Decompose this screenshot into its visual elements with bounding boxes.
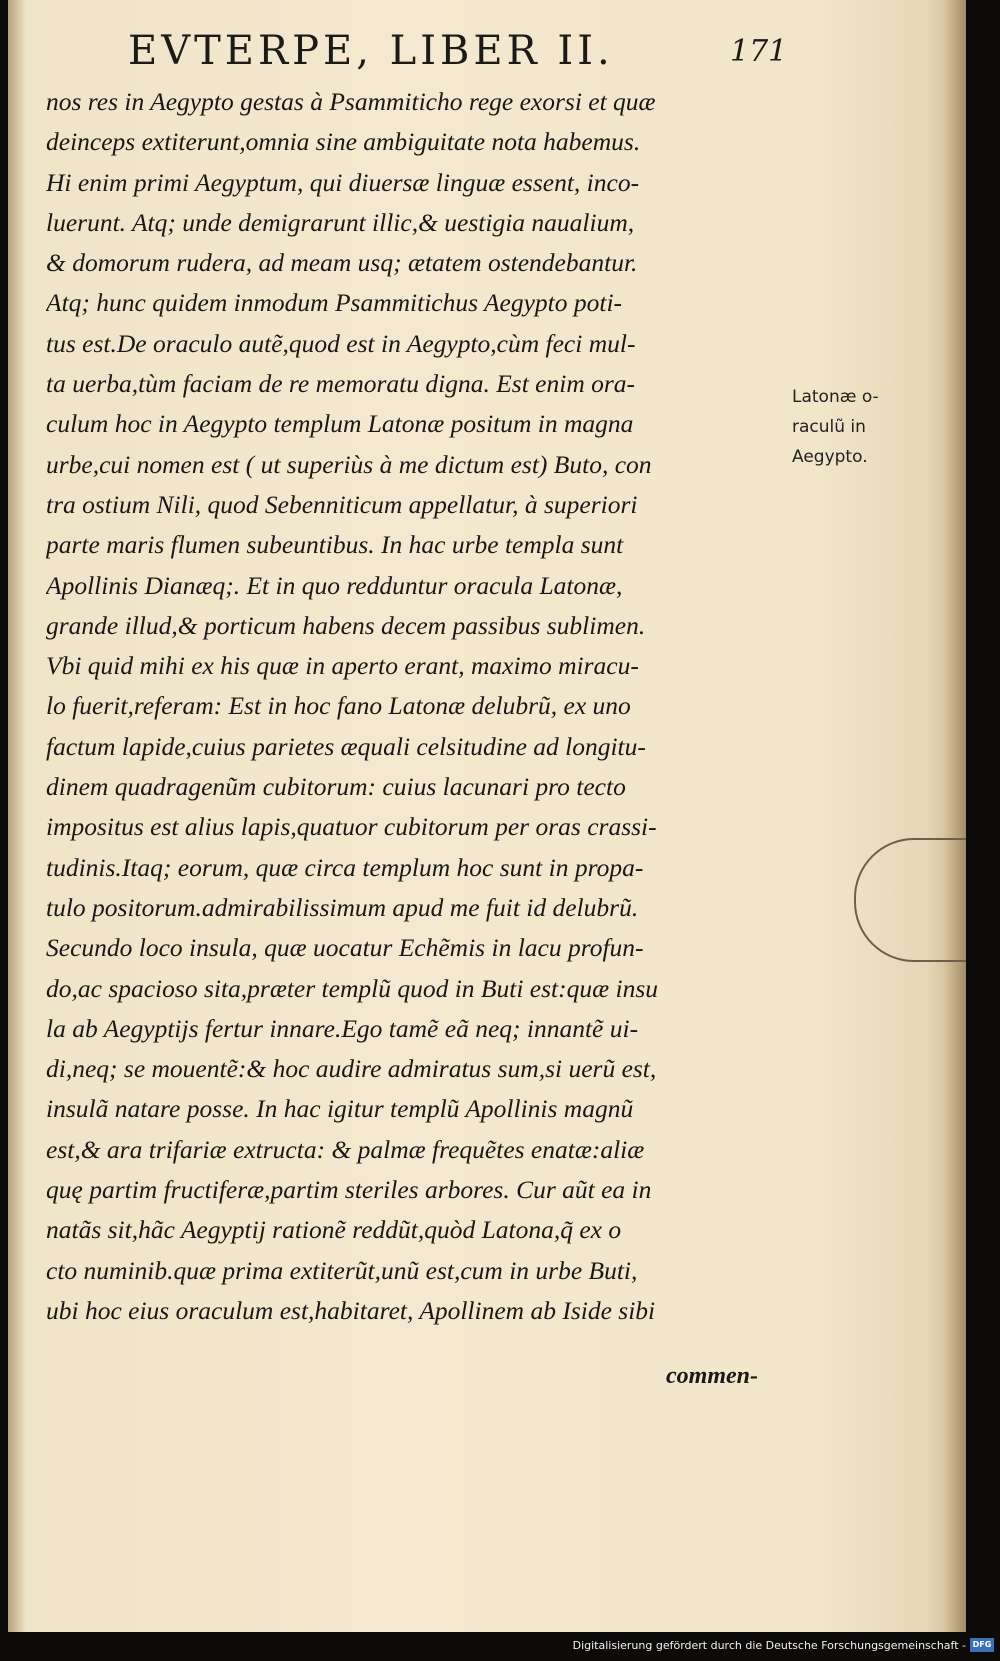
body-text	[46, 82, 786, 1331]
text-line: Secundo loco insula, quæ uocatur Echẽmis in lacu profun-	[46, 933, 644, 963]
text-line: tulo positorum.admirabilissimum apud me fuit id delubrũ.	[46, 892, 639, 922]
text-line: ubi hoc eius oraculum est,habitaret, Apollinem ab Iside sibi	[46, 1295, 656, 1325]
text-line: est,& ara trifariæ extructa: & palmæ frequẽtes enatæ:aliæ	[46, 1134, 645, 1164]
text-line: cto numinib.quæ prima extiterũt,unũ est,cum in urbe Buti,	[46, 1255, 638, 1285]
text-line: culum hoc in Aegypto templum Latonæ positum in magna	[46, 409, 634, 439]
text-line: Atq; hunc quidem inmodum Psammitichus Aegypto poti-	[46, 288, 623, 318]
text-line: urbe,cui nomen est ( ut superiùs à me dictum est) Buto, con	[46, 449, 652, 479]
text-line: & domorum rudera, ad meam usq; ætatem ostendebantur.	[46, 248, 638, 278]
text-line: Vbi quid mihi ex his quæ in aperto erant, maximo miracu-	[46, 651, 639, 681]
text-line: ta uerba,tùm faciam de re memoratu digna. Est enim ora-	[46, 369, 636, 399]
text-line: impositus est alius lapis,quatuor cubitorum per oras crassi-	[46, 812, 657, 842]
text-line: lo fuerit,referam: Est in hoc fano Latonæ delubrũ, ex uno	[46, 691, 631, 721]
marginal-note-line: Aegypto.	[792, 447, 868, 467]
running-head	[8, 20, 966, 80]
text-line: parte maris flumen subeuntibus. In hac urbe templa sunt	[46, 530, 624, 560]
text-line: Hi enim primi Aegyptum, qui diuersæ linguæ essent, inco-	[46, 167, 640, 197]
text-line: insulã natare posse. In hac igitur templũ Apollinis magnũ	[46, 1094, 634, 1124]
text-line: tudinis.Itaq; eorum, quæ circa templum hoc sunt in propa-	[46, 852, 644, 882]
book-page	[8, 0, 966, 1632]
dfg-logo: DFG	[970, 1638, 994, 1652]
catchword: commen-	[666, 1363, 758, 1389]
text-line: di,neq; se mouentẽ:& hoc audire admiratus sum,si uerũ est,	[46, 1054, 657, 1084]
text-line: la ab Aegyptijs fertur innare.Ego tamẽ eã neq; innantẽ ui-	[46, 1013, 639, 1043]
text-line: factum lapide,cuius parietes æquali celsitudine ad longitu-	[46, 731, 646, 761]
marginal-note	[792, 382, 912, 472]
text-line: Apollinis Dianæq;. Et in quo redduntur oracula Latonæ,	[46, 570, 623, 600]
text-line: grande illud,& porticum habens decem passibus sublimen.	[46, 610, 646, 640]
text-line: quę partim fructiferæ,partim steriles arbores. Cur aũt ea in	[46, 1175, 652, 1205]
text-line: tra ostium Nili, quod Sebenniticum appellatur, à superiori	[46, 489, 638, 519]
footer-bar	[0, 1632, 1000, 1661]
clasp-outline	[854, 838, 966, 962]
text-line: dinem quadragenũm cubitorum: cuius lacunari pro tecto	[46, 772, 626, 802]
text-line: natãs sit,hãc Aegyptij rationẽ reddũt,quòd Latona,q̃ ex o	[46, 1215, 622, 1245]
page-number: 171	[730, 34, 788, 69]
gutter-shadow	[8, 0, 26, 1632]
funding-credit: Digitalisierung gefördert durch die Deutsche Forschungsgemeinschaft -	[572, 1639, 966, 1652]
text-line: luerunt. Atq; unde demigrarunt illic,& uestigia naualium,	[46, 207, 635, 237]
text-line: nos res in Aegypto gestas à Psammiticho rege exorsi et quæ	[46, 87, 656, 116]
running-head-title: EVTERPE, LIBER II.	[128, 28, 614, 74]
text-line: do,ac spacioso sita,præter templũ quod in Buti est:quæ insu	[46, 973, 658, 1003]
marginal-note-line: raculũ in	[792, 417, 866, 437]
text-line: tus est.De oraculo autẽ,quod est in Aegypto,cùm feci mul-	[46, 328, 636, 358]
text-line: deinceps extiterunt,omnia sine ambiguitate nota habemus.	[46, 127, 641, 157]
marginal-note-line: Latonæ o-	[792, 387, 879, 407]
page-edge	[944, 0, 966, 1632]
